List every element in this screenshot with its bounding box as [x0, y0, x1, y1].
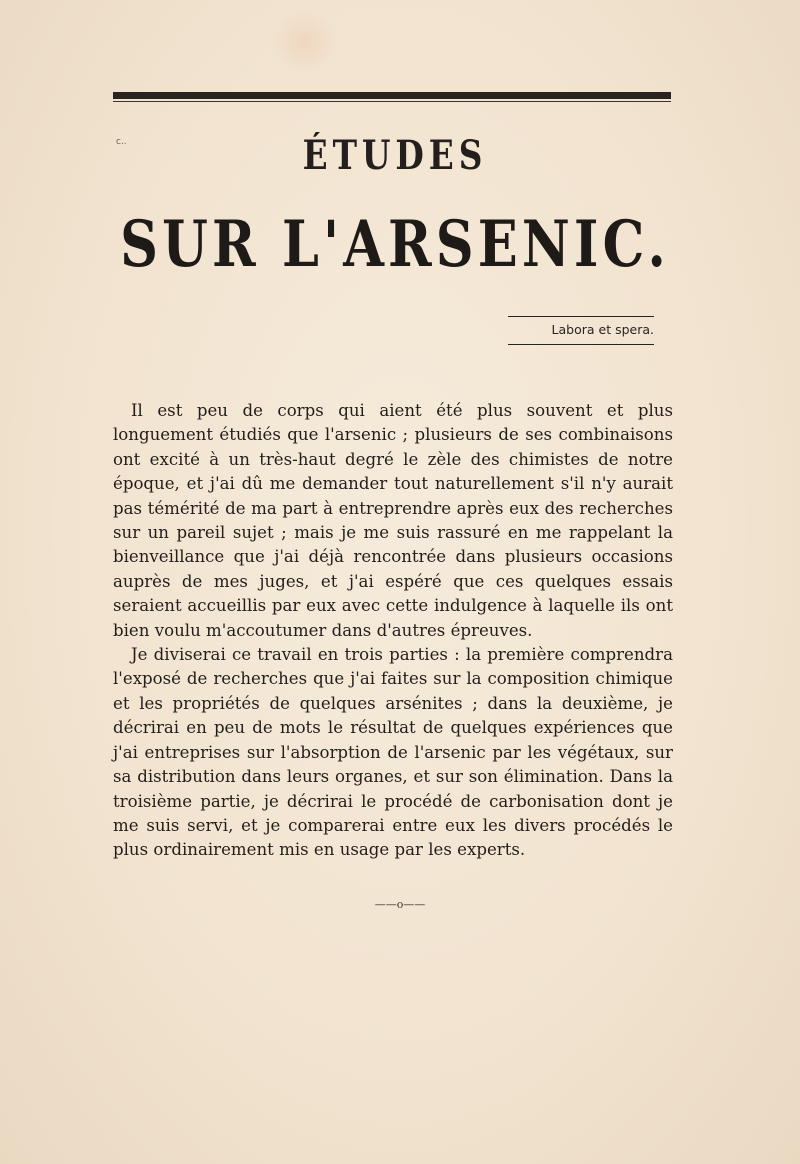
margin-mark: c..: [116, 137, 127, 147]
body-text: [113, 399, 673, 863]
paper-stain: [270, 12, 340, 72]
epigraph: Labora et spera.: [551, 322, 654, 337]
paragraph-1: Il est peu de corps qui aient été plus souvent et plus longuement étudiés que l'arsenic ; plusieurs de ses combinaisons ont excité à un très-haut degré le zèle des chimistes de notre époque, et j'ai dû me demander tout naturellement s'il n'y aurait pas témérité de ma part à entreprendre après eux des recherches sur un pareil sujet ; mais je me suis rassuré en me rappelant la bienveillance que j'ai déjà rencontrée dans plusieurs occasions auprès de mes juges, et j'ai espéré que ces quelques essais seraient accueillis par eux avec cette indulgence à laquelle ils ont bien voulu m'accoutumer dans d'autres épreuves.: [113, 401, 673, 640]
epigraph-rule-top: [508, 316, 654, 317]
epigraph-rule-bottom: [508, 344, 654, 345]
paragraph-2: Je diviserai ce travail en trois parties : la première comprendra l'exposé de recherches que j'ai faites sur la composition chimique et les propriétés de quelques arsénites ; dans la deuxième, je décrirai en peu de mots le résultat de quelques expériences que j'ai entreprises sur l'absorption de l'arsenic par les végétaux, sur sa distribution dans leurs organes, et sur son élimination. Dans la troisième partie, je décrirai le procédé de carbonisation dont je me suis servi, et je comparerai entre eux les divers procédés le plus ordinairement mis en usage par les experts.: [113, 645, 673, 860]
title-line-1: ÉTUDES: [302, 132, 488, 179]
end-ornament: ——o——: [374, 898, 426, 911]
header-rule: [113, 92, 671, 99]
title-line-2: SUR L'ARSENIC.: [120, 207, 670, 282]
